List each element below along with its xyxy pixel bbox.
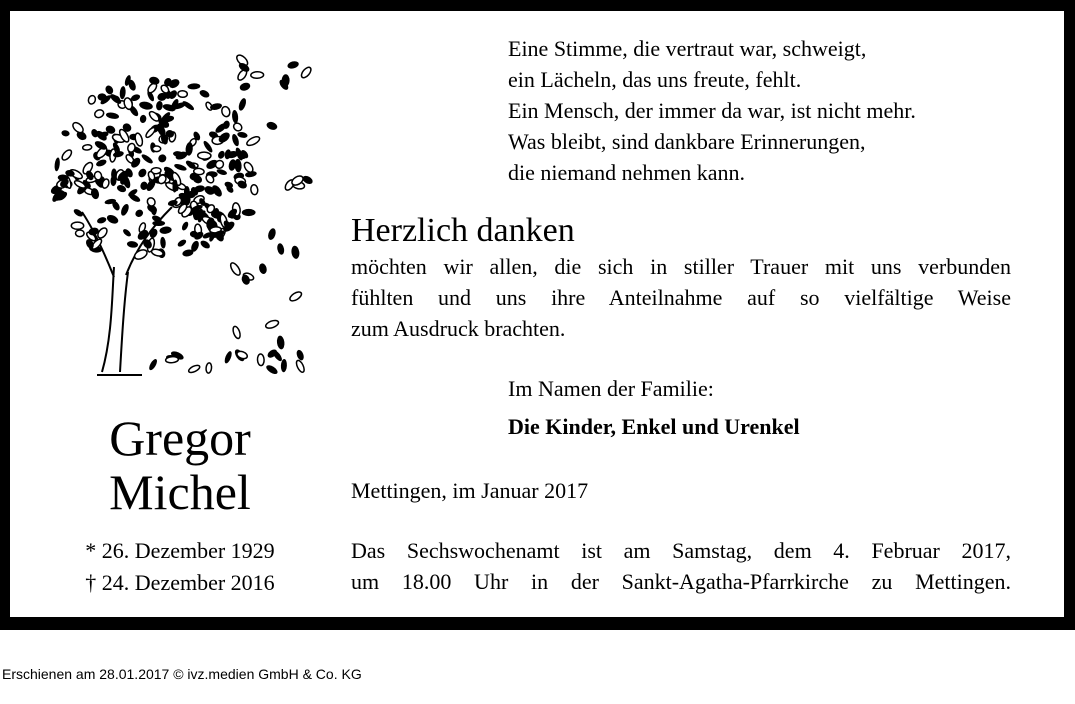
leaf [176,238,187,248]
leaf [122,228,132,238]
leaf [217,150,226,160]
leaf [231,110,238,124]
leaf [295,359,306,373]
leaf [239,81,252,92]
leaf [165,356,178,363]
leaf [216,168,228,176]
leaf [267,227,277,241]
leaf [300,66,313,80]
leaf [206,363,212,374]
death-date: † 24. Dezember 2016 [85,570,275,595]
poem-line: Ein Mensch, der immer da war, ist nicht mehr. [508,98,916,123]
last-name: Michel [109,464,251,520]
publication-footer: Erschienen am 28.01.2017 © ivz.medien GmbH & Co. KG [2,666,362,682]
thanks-text [351,251,1011,344]
leaf [139,114,146,123]
life-dates [50,535,310,599]
leaf [251,72,264,79]
leaf [134,208,145,218]
leaf [265,121,278,132]
leaf [243,161,255,174]
leaf [193,168,204,175]
leaf [159,226,172,235]
thanks-heading: Herzlich danken [351,212,575,249]
leaf [232,121,243,132]
service-notice [351,535,1011,597]
leaf [187,83,200,90]
leaf [221,106,231,118]
leaf [87,95,96,105]
leaf [288,290,303,302]
leaf [223,350,233,364]
leaf [61,130,70,137]
leaf [157,153,168,164]
leaf [246,135,261,147]
place-date: Mettingen, im Januar 2017 [351,478,589,503]
birth-date: * 26. Dezember 1929 [85,538,275,563]
leaf [173,163,187,172]
poem-line: die niemand nehmen kann. [508,160,746,185]
leaf [295,349,305,362]
leaf [287,60,300,70]
leaf [96,216,107,224]
leaf [127,240,139,248]
service-line: um 18.00 Uhr in der Sankt-Agatha-Pfarrkirche zu Mettingen. [351,569,1011,594]
leaf [265,319,280,330]
leaf [276,243,285,256]
leaf [181,221,190,232]
thanks-line: möchten wir allen, die sich in stiller Trauer mit uns verbunden [351,254,1011,279]
leaf [82,144,91,150]
leaf [198,152,211,159]
leaf [148,358,159,371]
leaf [257,354,264,366]
leaf [140,153,154,165]
first-name: Gregor [109,410,251,466]
thanks-line: zum Ausdruck brachten. [351,316,566,341]
leaf [148,76,160,86]
leaf [153,146,161,152]
poem-line: Was bleibt, sind dankbare Erinnerungen, [508,129,866,154]
leaf [250,184,258,195]
leaf [93,108,104,119]
leaf [242,209,256,216]
leaf [60,148,73,161]
leaf [148,110,161,123]
poem-line: ein Lächeln, das uns freute, fehlt. [508,67,802,92]
poem-line: Eine Stimme, die vertraut war, schweigt, [508,36,867,61]
leaf [232,325,242,339]
leaf [133,248,148,261]
family-label: Im Namen der Familie: [508,376,714,401]
leaf [258,263,268,275]
leaf [54,157,61,171]
leaf [178,91,188,98]
leaf [104,84,115,96]
thanks-line: fühlten und uns ihre Anteilnahme auf so vielfältige Weise [351,285,1011,310]
leaf [137,167,148,179]
deceased-name [70,411,290,519]
leaf [291,245,301,259]
leaf [281,359,288,372]
leaf [105,112,119,120]
tree-illustration [42,37,322,377]
poem [508,33,916,188]
leaf [76,230,85,237]
family-names: Die Kinder, Enkel und Urenkel [508,414,800,439]
leaf [188,364,201,374]
leaf [265,363,279,375]
leaf [229,261,242,276]
leaf [146,196,157,207]
leaf [160,237,166,249]
obituary-card [10,11,1064,617]
service-line: Das Sechswochenamt ist am Samstag, dem 4. Februar 2017, [351,538,1011,563]
leaf [138,100,153,110]
leaf [120,203,131,217]
leaf [119,86,126,100]
leaf [276,335,285,350]
leaf [134,132,144,146]
leaf [71,222,83,229]
leaf [111,169,117,181]
leaf [106,213,120,225]
leaf [198,89,210,99]
leaf [237,131,248,139]
leaf [156,101,164,111]
leaf [237,97,247,111]
